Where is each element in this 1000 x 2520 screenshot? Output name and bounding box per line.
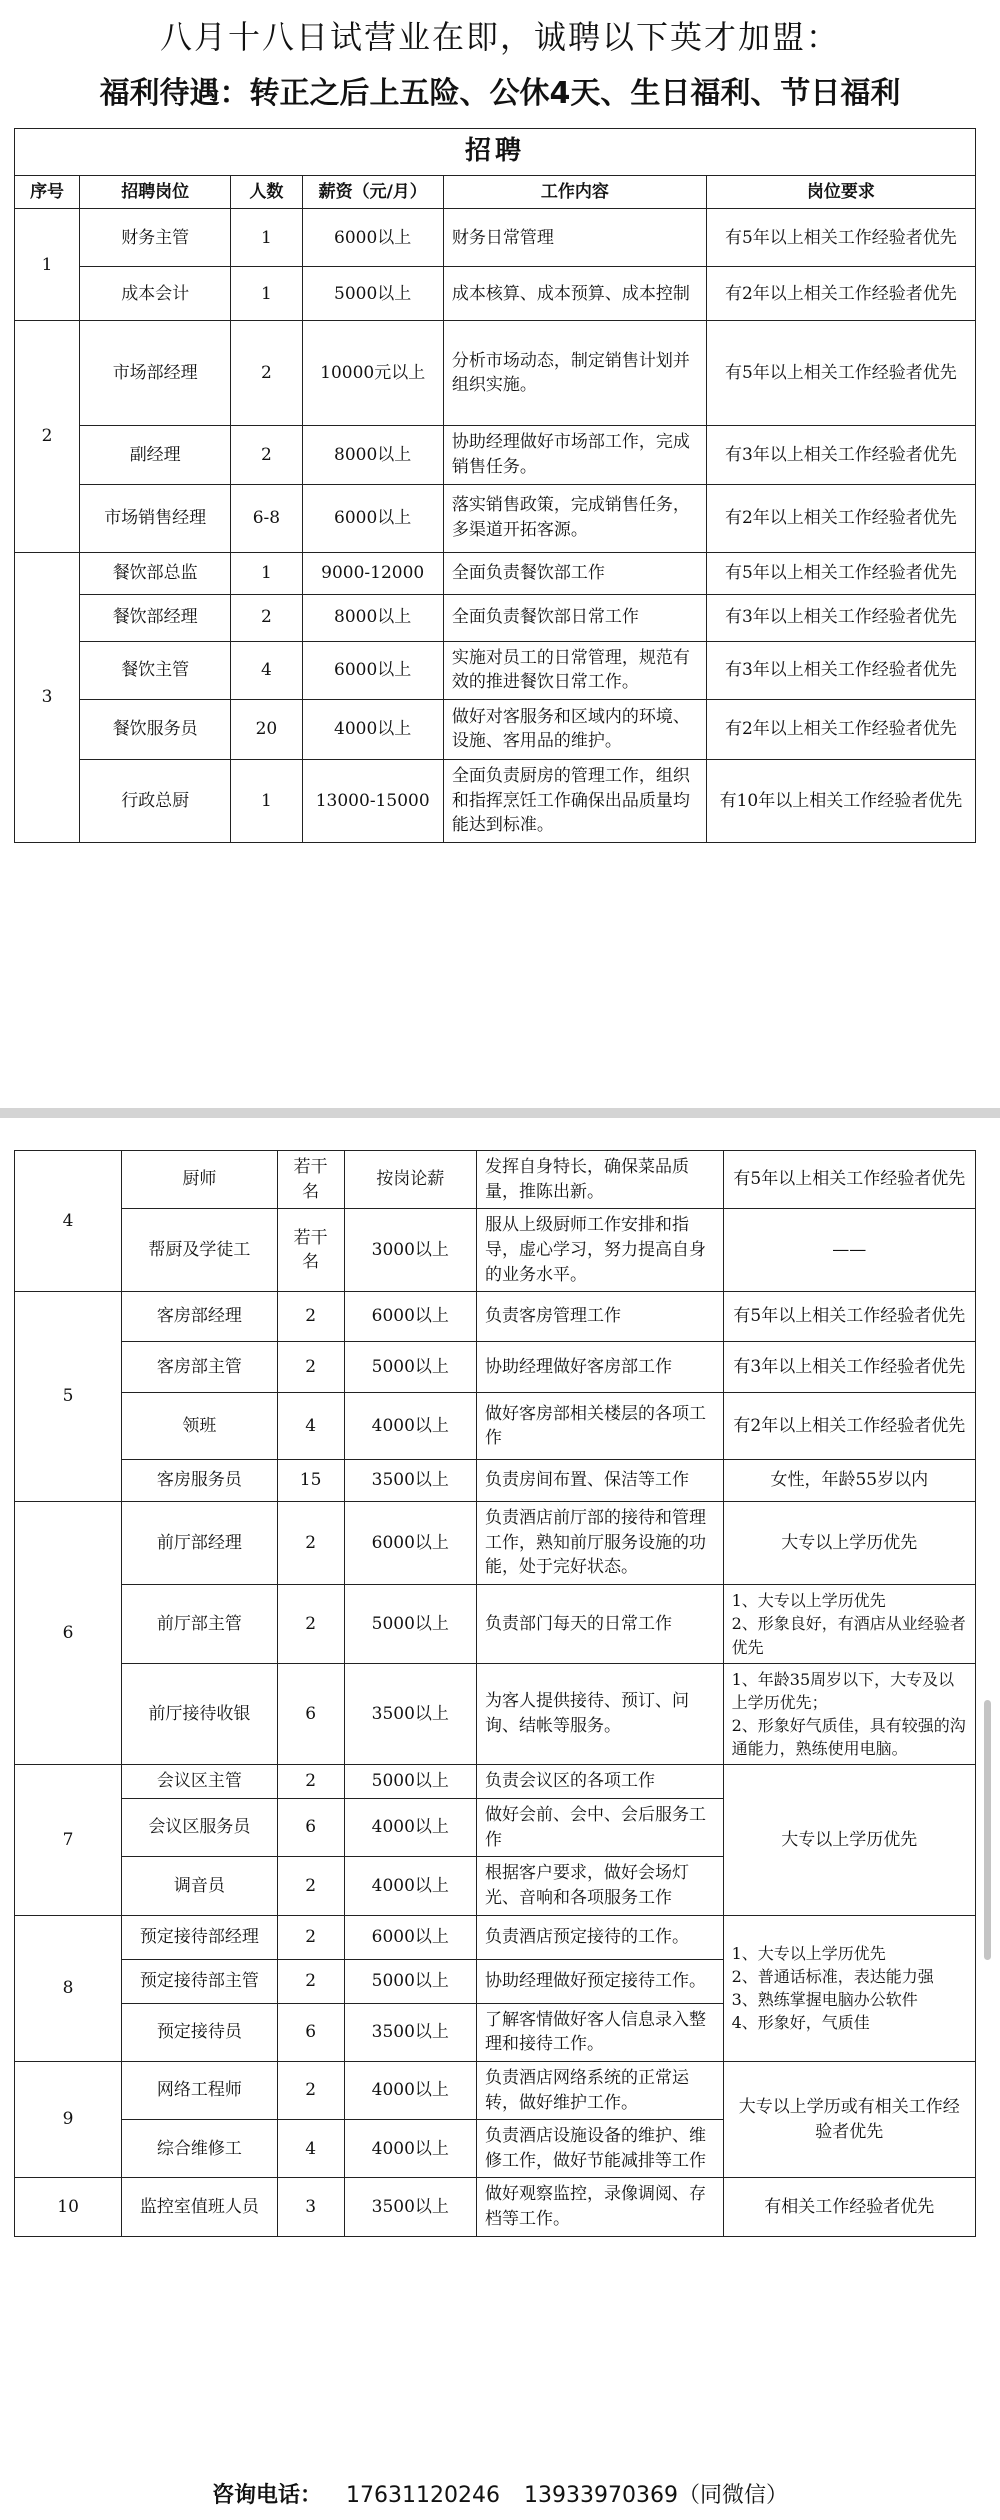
salary: 4000以上 [344, 2120, 477, 2178]
job-content: 分析市场动态，制定销售计划并组织实施。 [443, 321, 706, 426]
row-number: 5 [15, 1292, 122, 1502]
table-row [15, 484, 976, 552]
job-requirement: 大专以上学历优先 [723, 1765, 975, 1915]
table-row [15, 594, 976, 641]
job-content: 财务日常管理 [443, 209, 706, 267]
job-requirement: 有3年以上相关工作经验者优先 [706, 426, 975, 484]
head-count: 1 [231, 759, 302, 842]
job-title: 预定接待部主管 [122, 1959, 278, 2003]
job-content: 根据客户要求，做好会场灯光、音响和各项服务工作 [477, 1857, 724, 1915]
table-row [15, 1460, 976, 1502]
job-requirement: 大专以上学历优先 [723, 1502, 975, 1585]
head-count: 若干名 [277, 1151, 344, 1209]
job-requirement: 有5年以上相关工作经验者优先 [723, 1292, 975, 1342]
salary: 4000以上 [302, 699, 443, 759]
table-row [15, 1502, 976, 1585]
job-content: 实施对员工的日常管理，规范有效的推进餐饮日常工作。 [443, 641, 706, 699]
job-content: 负责房间布置、保洁等工作 [477, 1460, 724, 1502]
job-requirement: 有2年以上相关工作经验者优先 [706, 267, 975, 321]
job-content: 负责会议区的各项工作 [477, 1765, 724, 1799]
row-number: 4 [15, 1151, 122, 1292]
row-number: 6 [15, 1502, 122, 1765]
job-requirement: 有3年以上相关工作经验者优先 [706, 641, 975, 699]
job-title: 预定接待部经理 [122, 1915, 278, 1959]
job-title: 行政总厨 [80, 759, 231, 842]
job-requirement: 有3年以上相关工作经验者优先 [723, 1342, 975, 1393]
job-content: 负责客房管理工作 [477, 1292, 724, 1342]
salary: 4000以上 [344, 2061, 477, 2119]
table-row [15, 1663, 976, 1765]
job-title: 客房部主管 [122, 1342, 278, 1393]
job-title: 调音员 [122, 1857, 278, 1915]
job-title: 前厅部经理 [122, 1502, 278, 1585]
job-content: 全面负责餐饮部日常工作 [443, 594, 706, 641]
job-requirement: 有10年以上相关工作经验者优先 [706, 759, 975, 842]
head-count: 2 [277, 2061, 344, 2119]
row-number: 10 [15, 2178, 122, 2236]
job-title: 网络工程师 [122, 2061, 278, 2119]
job-content: 服从上级厨师工作安排和指导，虚心学习，努力提高自身的业务水平。 [477, 1209, 724, 1292]
head-count: 2 [277, 1292, 344, 1342]
column-header: 招聘岗位 [80, 175, 231, 209]
job-content: 做好观察监控，录像调阅、存档等工作。 [477, 2178, 724, 2236]
page-break [0, 1058, 1000, 1134]
head-count: 15 [277, 1460, 344, 1502]
job-title: 预定接待员 [122, 2003, 278, 2061]
salary: 6000以上 [344, 1502, 477, 1585]
table-row [15, 759, 976, 842]
head-count: 20 [231, 699, 302, 759]
salary: 6000以上 [302, 641, 443, 699]
row-number: 9 [15, 2061, 122, 2178]
head-count: 1 [231, 267, 302, 321]
job-content: 负责酒店设施设备的维护、维修工作，做好节能减排等工作 [477, 2120, 724, 2178]
job-title: 帮厨及学徒工 [122, 1209, 278, 1292]
job-content: 协助经理做好市场部工作，完成销售任务。 [443, 426, 706, 484]
table-row [15, 1342, 976, 1393]
job-title: 会议区主管 [122, 1765, 278, 1799]
job-content: 为客人提供接待、预订、问询、结帐等服务。 [477, 1663, 724, 1765]
job-requirement: 女性，年龄55岁以内 [723, 1460, 975, 1502]
head-count: 6 [277, 1799, 344, 1857]
row-number: 7 [15, 1765, 122, 1915]
column-header: 人数 [231, 175, 302, 209]
row-number: 2 [15, 321, 80, 552]
table-row [15, 1209, 976, 1292]
table-row [15, 2061, 976, 2119]
salary: 3500以上 [344, 2178, 477, 2236]
row-number: 8 [15, 1915, 122, 2061]
job-requirement: 有5年以上相关工作经验者优先 [706, 321, 975, 426]
job-title: 市场销售经理 [80, 484, 231, 552]
job-title: 监控室值班人员 [122, 2178, 278, 2236]
job-content: 协助经理做好客房部工作 [477, 1342, 724, 1393]
salary: 3500以上 [344, 2003, 477, 2061]
salary: 5000以上 [302, 267, 443, 321]
salary: 6000以上 [302, 484, 443, 552]
contact-line [0, 2478, 1000, 2509]
job-content: 做好对客服务和区域内的环境、设施、客用品的维护。 [443, 699, 706, 759]
recruitment-table-part2 [14, 1150, 976, 2237]
job-requirement: 有5年以上相关工作经验者优先 [723, 1151, 975, 1209]
salary: 3500以上 [344, 1663, 477, 1765]
salary: 5000以上 [344, 1342, 477, 1393]
table-row [15, 321, 976, 426]
salary: 5000以上 [344, 1585, 477, 1664]
head-count: 1 [231, 209, 302, 267]
head-count: 6 [277, 1663, 344, 1765]
table-row [15, 641, 976, 699]
job-title: 客房服务员 [122, 1460, 278, 1502]
table-row [15, 699, 976, 759]
job-title: 市场部经理 [80, 321, 231, 426]
job-content: 负责酒店网络系统的正常运转，做好维护工作。 [477, 2061, 724, 2119]
column-header: 岗位要求 [706, 175, 975, 209]
head-count: 2 [277, 1765, 344, 1799]
row-number: 3 [15, 552, 80, 842]
head-count: 2 [277, 1959, 344, 2003]
table-row [15, 209, 976, 267]
table-row [15, 1151, 976, 1209]
job-content: 做好会前、会中、会后服务工作 [477, 1799, 724, 1857]
contact-phone-2: 13933970369（同微信） [524, 2483, 788, 2508]
job-content: 了解客情做好客人信息录入整理和接待工作。 [477, 2003, 724, 2061]
head-count: 4 [277, 2120, 344, 2178]
job-content: 负责部门每天的日常工作 [477, 1585, 724, 1664]
head-count: 2 [231, 594, 302, 641]
salary: 6000以上 [344, 1915, 477, 1959]
table-row [15, 1765, 976, 1799]
caption-row [15, 129, 976, 176]
head-count: 2 [277, 1915, 344, 1959]
head-count: 2 [277, 1857, 344, 1915]
job-requirement: 有3年以上相关工作经验者优先 [706, 594, 975, 641]
head-count: 若干名 [277, 1209, 344, 1292]
head-count: 2 [231, 321, 302, 426]
head-count: 6 [277, 2003, 344, 2061]
column-header-row [15, 175, 976, 209]
table-row [15, 1585, 976, 1664]
job-requirement: 有2年以上相关工作经验者优先 [706, 484, 975, 552]
contact-phone-1: 17631120246 [346, 2483, 500, 2508]
table-row [15, 2178, 976, 2236]
column-header: 工作内容 [443, 175, 706, 209]
table-row [15, 426, 976, 484]
job-content: 做好客房部相关楼层的各项工作 [477, 1393, 724, 1460]
salary: 6000以上 [302, 209, 443, 267]
table-row [15, 1292, 976, 1342]
job-requirement: 有5年以上相关工作经验者优先 [706, 209, 975, 267]
column-header: 序号 [15, 175, 80, 209]
job-requirement: 1、大专以上学历优先 2、形象良好，有酒店从业经验者优先 [723, 1585, 975, 1664]
salary: 8000以上 [302, 426, 443, 484]
head-count: 2 [231, 426, 302, 484]
head-count: 2 [277, 1585, 344, 1664]
job-title: 会议区服务员 [122, 1799, 278, 1857]
job-title: 成本会计 [80, 267, 231, 321]
table-row [15, 1915, 976, 1959]
job-requirement: 有5年以上相关工作经验者优先 [706, 552, 975, 594]
page-title: 八月十八日试营业在即，诚聘以下英才加盟： [159, 18, 840, 56]
head-count: 1 [231, 552, 302, 594]
head-count: 2 [277, 1342, 344, 1393]
head-count: 3 [277, 2178, 344, 2236]
head-count: 4 [277, 1393, 344, 1460]
salary: 5000以上 [344, 1959, 477, 2003]
salary: 4000以上 [344, 1393, 477, 1460]
job-title: 副经理 [80, 426, 231, 484]
job-content: 全面负责餐饮部工作 [443, 552, 706, 594]
page-divider [0, 1108, 1000, 1118]
job-content: 发挥自身特长，确保菜品质量，推陈出新。 [477, 1151, 724, 1209]
job-title: 客房部经理 [122, 1292, 278, 1342]
salary: 5000以上 [344, 1765, 477, 1799]
job-title: 厨师 [122, 1151, 278, 1209]
job-requirement: 有2年以上相关工作经验者优先 [723, 1393, 975, 1460]
job-content: 负责酒店预定接待的工作。 [477, 1915, 724, 1959]
salary: 9000-12000 [302, 552, 443, 594]
salary: 10000元以上 [302, 321, 443, 426]
table-caption: 招聘 [15, 129, 976, 176]
salary: 6000以上 [344, 1292, 477, 1342]
salary: 3000以上 [344, 1209, 477, 1292]
job-title: 综合维修工 [122, 2120, 278, 2178]
job-requirement: 有相关工作经验者优先 [723, 2178, 975, 2236]
job-content: 负责酒店前厅部的接待和管理工作，熟知前厅服务设施的功能，处于完好状态。 [477, 1502, 724, 1585]
job-content: 协助经理做好预定接待工作。 [477, 1959, 724, 2003]
job-title: 财务主管 [80, 209, 231, 267]
job-title: 餐饮服务员 [80, 699, 231, 759]
head-count: 2 [277, 1502, 344, 1585]
job-requirement: 有2年以上相关工作经验者优先 [706, 699, 975, 759]
contact-label: 咨询电话： [212, 2483, 323, 2508]
job-title: 领班 [122, 1393, 278, 1460]
salary: 13000-15000 [302, 759, 443, 842]
column-header: 薪资（元/月） [302, 175, 443, 209]
salary: 8000以上 [302, 594, 443, 641]
recruitment-table-part1 [14, 128, 976, 843]
job-title: 餐饮主管 [80, 641, 231, 699]
job-content: 落实销售政策，完成销售任务，多渠道开拓客源。 [443, 484, 706, 552]
job-title: 餐饮部总监 [80, 552, 231, 594]
job-title: 前厅部主管 [122, 1585, 278, 1664]
table-row [15, 552, 976, 594]
job-content: 成本核算、成本预算、成本控制 [443, 267, 706, 321]
job-requirement: 大专以上学历或有相关工作经验者优先 [723, 2061, 975, 2178]
job-requirement: 1、大专以上学历优先 2、普通话标准，表达能力强 3、熟练掌握电脑办公软件 4、形象好，气质佳 [723, 1915, 975, 2061]
head-count: 6-8 [231, 484, 302, 552]
scrollbar[interactable] [984, 1700, 991, 1960]
table-row [15, 267, 976, 321]
salary: 4000以上 [344, 1799, 477, 1857]
table-row [15, 1393, 976, 1460]
salary: 4000以上 [344, 1857, 477, 1915]
job-title: 餐饮部经理 [80, 594, 231, 641]
row-number: 1 [15, 209, 80, 321]
job-content: 全面负责厨房的管理工作，组织和指挥烹饪工作确保出品质量均能达到标准。 [443, 759, 706, 842]
job-title: 前厅接待收银 [122, 1663, 278, 1765]
head-count: 4 [231, 641, 302, 699]
job-requirement: —— [723, 1209, 975, 1292]
job-requirement: 1、年龄35周岁以下，大专及以上学历优先； 2、形象好气质佳，具有较强的沟通能力，熟练使用电脑。 [723, 1663, 975, 1765]
benefits-line: 福利待遇：转正之后上五险、公休4天、生日福利、节日福利 [99, 76, 901, 111]
salary: 3500以上 [344, 1460, 477, 1502]
salary: 按岗论薪 [344, 1151, 477, 1209]
